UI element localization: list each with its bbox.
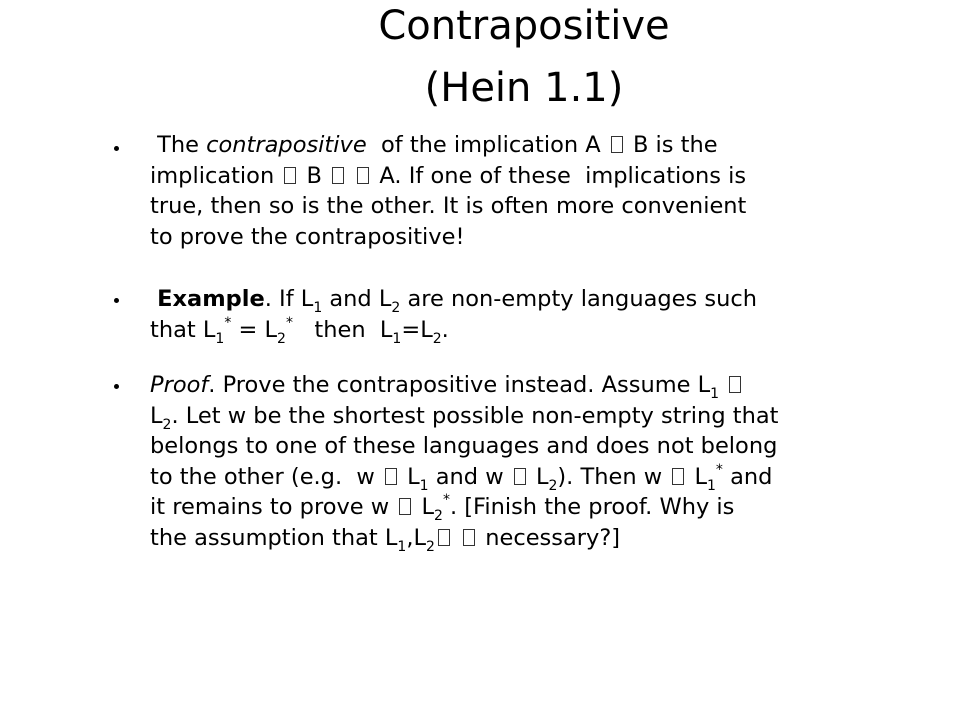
- text-line: [150, 315, 890, 346]
- slide-title: Contrapositive: [378, 3, 670, 49]
- text-run: and: [722, 463, 773, 490]
- text-run: .: [441, 316, 449, 343]
- subscript: 2: [426, 538, 435, 555]
- subscript: 1: [707, 477, 716, 494]
- subscript: 1: [215, 330, 225, 347]
- missing-glyph-icon: [399, 498, 411, 515]
- superscript: *: [285, 314, 293, 331]
- text-line: [150, 401, 890, 432]
- text-run: ,L: [406, 524, 427, 551]
- missing-glyph-icon: [438, 529, 450, 546]
- superscript: *: [442, 492, 450, 508]
- text-run: implication: [150, 162, 282, 189]
- text-line: [150, 370, 890, 401]
- subscript: 2: [277, 330, 286, 347]
- slide-subtitle: (Hein 1.1): [424, 65, 624, 111]
- text-line: [150, 130, 890, 161]
- text-run: . [Finish the proof. Why is: [449, 494, 735, 520]
- bullet-paragraph-contrapositive: [150, 130, 890, 252]
- text-run: ). Then w: [557, 463, 670, 490]
- text-run: L: [414, 494, 435, 520]
- term-example: Example: [157, 286, 265, 312]
- text-line: true, then so is the other. It is often more convenient: [150, 193, 747, 219]
- term-proof: Proof: [150, 372, 209, 398]
- text-run: L: [150, 402, 163, 429]
- missing-glyph-icon: [357, 167, 369, 184]
- subscript: 2: [548, 477, 558, 494]
- subscript: 1: [392, 330, 402, 347]
- text-run: of the implication A: [366, 132, 608, 158]
- subscript: 1: [397, 538, 407, 555]
- text-run: [347, 163, 354, 189]
- text-run: . Let w be the shortest possible non-empty string that: [171, 402, 779, 429]
- text-run: and L: [322, 286, 392, 312]
- missing-glyph-icon: [463, 529, 475, 546]
- subscript: 1: [313, 300, 323, 316]
- text-run: and w: [428, 463, 511, 490]
- bullet-marker-3: [114, 384, 119, 389]
- text-run: = L: [231, 316, 278, 343]
- text-run: that L: [150, 316, 216, 343]
- text-run: [719, 372, 726, 398]
- missing-glyph-icon: [385, 468, 397, 485]
- text-line: [150, 523, 890, 554]
- text-line: [150, 284, 890, 315]
- text-run: . If L: [264, 286, 314, 312]
- text-run: are non-empty languages such: [400, 286, 757, 312]
- text-run: to the other (e.g. w: [150, 463, 382, 490]
- text-run: L: [399, 463, 420, 490]
- subscript: 2: [432, 330, 442, 347]
- missing-glyph-icon: [729, 376, 741, 393]
- text-run: the assumption that L: [150, 524, 398, 551]
- subscript: 2: [162, 416, 172, 433]
- subscript: 1: [419, 477, 429, 494]
- text-line: [150, 161, 890, 192]
- text-run: it remains to prove w: [150, 494, 397, 520]
- text-line: [150, 492, 890, 523]
- bullet-marker-2: [114, 298, 119, 303]
- text-run: The: [150, 132, 207, 158]
- subscript: 1: [710, 386, 720, 402]
- text-run: necessary?]: [478, 524, 621, 551]
- missing-glyph-icon: [284, 167, 296, 184]
- text-run: L: [528, 463, 549, 490]
- text-run: then L: [292, 316, 393, 343]
- text-line: [150, 462, 890, 493]
- bullet-paragraph-proof: [150, 370, 890, 553]
- bullet-marker-1: [114, 146, 119, 151]
- text-run: A. If one of these implications is: [372, 162, 747, 189]
- text-run: L: [687, 463, 707, 490]
- text-line: belongs to one of these languages and does not belong: [150, 433, 778, 459]
- superscript: *: [224, 314, 232, 331]
- superscript: *: [715, 461, 723, 478]
- missing-glyph-icon: [611, 136, 623, 153]
- missing-glyph-icon: [672, 468, 684, 485]
- bullet-paragraph-example: [150, 284, 890, 345]
- missing-glyph-icon: [514, 468, 526, 485]
- subscript: 2: [391, 300, 401, 316]
- text-run: =L: [401, 316, 433, 343]
- missing-glyph-icon: [332, 167, 344, 184]
- text-run: B: [299, 162, 330, 189]
- text-run: [453, 525, 460, 551]
- term-contrapositive: contrapositive: [206, 132, 367, 158]
- text-run: . Prove the contrapositive instead. Assume L: [208, 372, 711, 398]
- subscript: 2: [434, 508, 443, 524]
- text-line: to prove the contrapositive!: [150, 223, 465, 250]
- text-run: B is the: [625, 132, 718, 158]
